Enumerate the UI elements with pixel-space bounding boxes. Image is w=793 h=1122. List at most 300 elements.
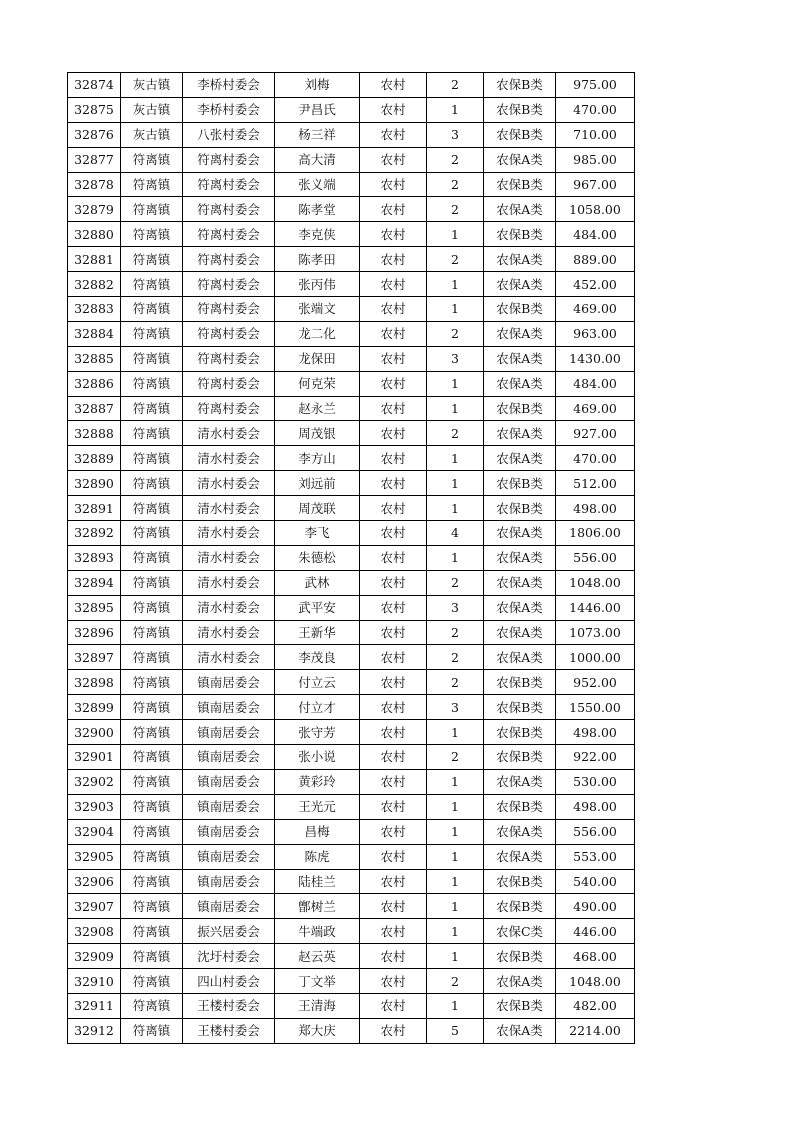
person-name-cell: 尹昌氏 (275, 97, 360, 122)
insurance-category-cell: 农保A类 (484, 819, 556, 844)
town-cell: 符离镇 (121, 1018, 183, 1043)
insurance-category-cell: 农保B类 (484, 720, 556, 745)
insurance-category-cell: 农保A类 (484, 371, 556, 396)
town-cell: 符离镇 (121, 297, 183, 322)
town-cell: 符离镇 (121, 645, 183, 670)
household-type-cell: 农村 (360, 172, 427, 197)
person-name-cell: 付立才 (275, 695, 360, 720)
table-row (68, 396, 635, 421)
town-cell: 符离镇 (121, 521, 183, 546)
table-row (68, 545, 635, 570)
person-name-cell: 牛端政 (275, 919, 360, 944)
village-committee-cell: 清水村委会 (183, 645, 275, 670)
record-id-cell: 32892 (68, 521, 121, 546)
table-row (68, 446, 635, 471)
town-cell: 符离镇 (121, 272, 183, 297)
town-cell: 符离镇 (121, 496, 183, 521)
member-count-cell: 1 (427, 371, 484, 396)
household-type-cell: 农村 (360, 272, 427, 297)
table-row (68, 471, 635, 496)
town-cell: 符离镇 (121, 346, 183, 371)
amount-cell: 1430.00 (556, 346, 635, 371)
member-count-cell: 1 (427, 944, 484, 969)
person-name-cell: 赵永兰 (275, 396, 360, 421)
table-row (68, 247, 635, 272)
insurance-category-cell: 农保A类 (484, 570, 556, 595)
household-type-cell: 农村 (360, 919, 427, 944)
person-name-cell: 王新华 (275, 620, 360, 645)
amount-cell: 484.00 (556, 371, 635, 396)
insurance-category-cell: 农保B类 (484, 396, 556, 421)
insurance-category-cell: 农保B类 (484, 670, 556, 695)
table-row (68, 97, 635, 122)
person-name-cell: 高大清 (275, 147, 360, 172)
household-type-cell: 农村 (360, 769, 427, 794)
record-id-cell: 32893 (68, 545, 121, 570)
member-count-cell: 2 (427, 745, 484, 770)
amount-cell: 540.00 (556, 869, 635, 894)
member-count-cell: 1 (427, 894, 484, 919)
village-committee-cell: 清水村委会 (183, 620, 275, 645)
village-committee-cell: 沈圩村委会 (183, 944, 275, 969)
amount-cell: 985.00 (556, 147, 635, 172)
table-row (68, 321, 635, 346)
household-type-cell: 农村 (360, 894, 427, 919)
person-name-cell: 李茂良 (275, 645, 360, 670)
household-type-cell: 农村 (360, 794, 427, 819)
table-row (68, 73, 635, 98)
household-type-cell: 农村 (360, 944, 427, 969)
household-type-cell: 农村 (360, 670, 427, 695)
person-name-cell: 李方山 (275, 446, 360, 471)
town-cell: 符离镇 (121, 819, 183, 844)
record-id-cell: 32880 (68, 222, 121, 247)
village-committee-cell: 四山村委会 (183, 969, 275, 994)
amount-cell: 468.00 (556, 944, 635, 969)
household-type-cell: 农村 (360, 321, 427, 346)
record-id-cell: 32882 (68, 272, 121, 297)
member-count-cell: 3 (427, 595, 484, 620)
member-count-cell: 1 (427, 794, 484, 819)
person-name-cell: 王光元 (275, 794, 360, 819)
insurance-category-cell: 农保A类 (484, 844, 556, 869)
town-cell: 符离镇 (121, 794, 183, 819)
member-count-cell: 2 (427, 570, 484, 595)
town-cell: 符离镇 (121, 944, 183, 969)
household-type-cell: 农村 (360, 421, 427, 446)
person-name-cell: 张端文 (275, 297, 360, 322)
record-id-cell: 32907 (68, 894, 121, 919)
member-count-cell: 2 (427, 247, 484, 272)
amount-cell: 1806.00 (556, 521, 635, 546)
town-cell: 符离镇 (121, 720, 183, 745)
person-name-cell: 龙保田 (275, 346, 360, 371)
table-row (68, 620, 635, 645)
amount-cell: 952.00 (556, 670, 635, 695)
town-cell: 符离镇 (121, 695, 183, 720)
person-name-cell: 陈虎 (275, 844, 360, 869)
table-body (68, 73, 635, 1044)
household-type-cell: 农村 (360, 993, 427, 1018)
amount-cell: 1000.00 (556, 645, 635, 670)
town-cell: 符离镇 (121, 769, 183, 794)
town-cell: 灰古镇 (121, 97, 183, 122)
table-row (68, 720, 635, 745)
amount-cell: 490.00 (556, 894, 635, 919)
village-committee-cell: 振兴居委会 (183, 919, 275, 944)
record-id-cell: 32905 (68, 844, 121, 869)
table-row (68, 172, 635, 197)
village-committee-cell: 符离村委会 (183, 297, 275, 322)
amount-cell: 553.00 (556, 844, 635, 869)
household-type-cell: 农村 (360, 645, 427, 670)
table-row (68, 670, 635, 695)
village-committee-cell: 清水村委会 (183, 496, 275, 521)
person-name-cell: 刘梅 (275, 73, 360, 98)
record-id-cell: 32881 (68, 247, 121, 272)
amount-cell: 498.00 (556, 794, 635, 819)
record-id-cell: 32902 (68, 769, 121, 794)
member-count-cell: 1 (427, 769, 484, 794)
amount-cell: 556.00 (556, 819, 635, 844)
amount-cell: 530.00 (556, 769, 635, 794)
household-type-cell: 农村 (360, 73, 427, 98)
member-count-cell: 3 (427, 346, 484, 371)
table-row (68, 371, 635, 396)
insurance-category-cell: 农保B类 (484, 172, 556, 197)
household-type-cell: 农村 (360, 695, 427, 720)
insurance-category-cell: 农保B类 (484, 297, 556, 322)
amount-cell: 922.00 (556, 745, 635, 770)
village-committee-cell: 清水村委会 (183, 471, 275, 496)
table-row (68, 969, 635, 994)
household-type-cell: 农村 (360, 545, 427, 570)
household-type-cell: 农村 (360, 570, 427, 595)
member-count-cell: 4 (427, 521, 484, 546)
insurance-category-cell: 农保A类 (484, 421, 556, 446)
amount-cell: 446.00 (556, 919, 635, 944)
insurance-category-cell: 农保B类 (484, 695, 556, 720)
amount-cell: 889.00 (556, 247, 635, 272)
member-count-cell: 2 (427, 670, 484, 695)
town-cell: 符离镇 (121, 545, 183, 570)
village-committee-cell: 镇南居委会 (183, 794, 275, 819)
member-count-cell: 2 (427, 421, 484, 446)
member-count-cell: 1 (427, 97, 484, 122)
insurance-category-cell: 农保A类 (484, 545, 556, 570)
village-committee-cell: 王楼村委会 (183, 993, 275, 1018)
member-count-cell: 1 (427, 222, 484, 247)
town-cell: 符离镇 (121, 570, 183, 595)
household-type-cell: 农村 (360, 197, 427, 222)
town-cell: 符离镇 (121, 446, 183, 471)
town-cell: 符离镇 (121, 197, 183, 222)
amount-cell: 556.00 (556, 545, 635, 570)
town-cell: 符离镇 (121, 745, 183, 770)
village-committee-cell: 清水村委会 (183, 421, 275, 446)
household-type-cell: 农村 (360, 396, 427, 421)
household-type-cell: 农村 (360, 869, 427, 894)
town-cell: 符离镇 (121, 869, 183, 894)
town-cell: 符离镇 (121, 670, 183, 695)
person-name-cell: 周茂联 (275, 496, 360, 521)
village-committee-cell: 李桥村委会 (183, 97, 275, 122)
village-committee-cell: 镇南居委会 (183, 769, 275, 794)
person-name-cell: 杨三祥 (275, 122, 360, 147)
insurance-category-cell: 农保B类 (484, 993, 556, 1018)
village-committee-cell: 清水村委会 (183, 521, 275, 546)
member-count-cell: 5 (427, 1018, 484, 1043)
village-committee-cell: 王楼村委会 (183, 1018, 275, 1043)
village-committee-cell: 符离村委会 (183, 272, 275, 297)
household-type-cell: 农村 (360, 247, 427, 272)
town-cell: 符离镇 (121, 222, 183, 247)
table-row (68, 297, 635, 322)
village-committee-cell: 清水村委会 (183, 446, 275, 471)
person-name-cell: 陈孝田 (275, 247, 360, 272)
village-committee-cell: 符离村委会 (183, 396, 275, 421)
amount-cell: 469.00 (556, 297, 635, 322)
record-id-cell: 32912 (68, 1018, 121, 1043)
record-id-cell: 32885 (68, 346, 121, 371)
insurance-category-cell: 农保A类 (484, 969, 556, 994)
table-row (68, 521, 635, 546)
town-cell: 符离镇 (121, 595, 183, 620)
insurance-category-cell: 农保C类 (484, 919, 556, 944)
insurance-category-cell: 农保B类 (484, 222, 556, 247)
person-name-cell: 周茂银 (275, 421, 360, 446)
person-name-cell: 陈孝堂 (275, 197, 360, 222)
member-count-cell: 1 (427, 396, 484, 421)
table-row (68, 496, 635, 521)
person-name-cell: 武平安 (275, 595, 360, 620)
household-type-cell: 农村 (360, 844, 427, 869)
amount-cell: 470.00 (556, 446, 635, 471)
record-id-cell: 32876 (68, 122, 121, 147)
person-name-cell: 赵云英 (275, 944, 360, 969)
table-row (68, 346, 635, 371)
person-name-cell: 何克荣 (275, 371, 360, 396)
amount-cell: 1073.00 (556, 620, 635, 645)
record-id-cell: 32888 (68, 421, 121, 446)
amount-cell: 2214.00 (556, 1018, 635, 1043)
member-count-cell: 1 (427, 720, 484, 745)
amount-cell: 498.00 (556, 496, 635, 521)
member-count-cell: 1 (427, 993, 484, 1018)
town-cell: 符离镇 (121, 993, 183, 1018)
village-committee-cell: 清水村委会 (183, 570, 275, 595)
village-committee-cell: 镇南居委会 (183, 844, 275, 869)
insurance-category-cell: 农保A类 (484, 1018, 556, 1043)
amount-cell: 1550.00 (556, 695, 635, 720)
table-row (68, 222, 635, 247)
record-id-cell: 32895 (68, 595, 121, 620)
table-row (68, 894, 635, 919)
amount-cell: 1048.00 (556, 570, 635, 595)
member-count-cell: 1 (427, 471, 484, 496)
household-type-cell: 农村 (360, 371, 427, 396)
insurance-category-cell: 农保A类 (484, 769, 556, 794)
person-name-cell: 丁文举 (275, 969, 360, 994)
person-name-cell: 黄彩玲 (275, 769, 360, 794)
amount-cell: 452.00 (556, 272, 635, 297)
record-id-cell: 32894 (68, 570, 121, 595)
table-row (68, 993, 635, 1018)
insurance-category-cell: 农保A类 (484, 247, 556, 272)
person-name-cell: 王清海 (275, 993, 360, 1018)
household-type-cell: 农村 (360, 1018, 427, 1043)
village-committee-cell: 符离村委会 (183, 321, 275, 346)
table-row (68, 1018, 635, 1043)
table-row (68, 595, 635, 620)
table-row (68, 197, 635, 222)
person-name-cell: 付立云 (275, 670, 360, 695)
record-id-cell: 32901 (68, 745, 121, 770)
insurance-category-cell: 农保B类 (484, 471, 556, 496)
town-cell: 符离镇 (121, 919, 183, 944)
member-count-cell: 2 (427, 147, 484, 172)
amount-cell: 1058.00 (556, 197, 635, 222)
household-type-cell: 农村 (360, 595, 427, 620)
insurance-category-cell: 农保A类 (484, 645, 556, 670)
village-committee-cell: 符离村委会 (183, 197, 275, 222)
household-type-cell: 农村 (360, 222, 427, 247)
village-committee-cell: 镇南居委会 (183, 869, 275, 894)
insurance-category-cell: 农保B类 (484, 944, 556, 969)
record-id-cell: 32909 (68, 944, 121, 969)
record-id-cell: 32886 (68, 371, 121, 396)
member-count-cell: 1 (427, 869, 484, 894)
member-count-cell: 2 (427, 73, 484, 98)
record-id-cell: 32910 (68, 969, 121, 994)
insurance-category-cell: 农保B类 (484, 894, 556, 919)
town-cell: 符离镇 (121, 969, 183, 994)
record-id-cell: 32891 (68, 496, 121, 521)
record-id-cell: 32879 (68, 197, 121, 222)
town-cell: 符离镇 (121, 471, 183, 496)
member-count-cell: 2 (427, 645, 484, 670)
village-committee-cell: 镇南居委会 (183, 720, 275, 745)
village-committee-cell: 八张村委会 (183, 122, 275, 147)
amount-cell: 967.00 (556, 172, 635, 197)
record-id-cell: 32906 (68, 869, 121, 894)
amount-cell: 1446.00 (556, 595, 635, 620)
member-count-cell: 2 (427, 172, 484, 197)
data-table-container (67, 72, 635, 1044)
person-name-cell: 张守芳 (275, 720, 360, 745)
record-id-cell: 32897 (68, 645, 121, 670)
person-name-cell: 陆桂兰 (275, 869, 360, 894)
household-type-cell: 农村 (360, 521, 427, 546)
village-committee-cell: 符离村委会 (183, 147, 275, 172)
table-row (68, 869, 635, 894)
village-committee-cell: 符离村委会 (183, 371, 275, 396)
insurance-category-cell: 农保A类 (484, 197, 556, 222)
town-cell: 符离镇 (121, 172, 183, 197)
household-type-cell: 农村 (360, 122, 427, 147)
table-row (68, 844, 635, 869)
record-id-cell: 32903 (68, 794, 121, 819)
household-type-cell: 农村 (360, 620, 427, 645)
person-name-cell: 张丙伟 (275, 272, 360, 297)
village-committee-cell: 符离村委会 (183, 346, 275, 371)
household-type-cell: 农村 (360, 819, 427, 844)
insurance-category-cell: 农保B类 (484, 73, 556, 98)
insurance-category-cell: 农保A类 (484, 446, 556, 471)
town-cell: 符离镇 (121, 147, 183, 172)
village-committee-cell: 符离村委会 (183, 172, 275, 197)
member-count-cell: 1 (427, 545, 484, 570)
insurance-category-cell: 农保A类 (484, 595, 556, 620)
person-name-cell: 朱德松 (275, 545, 360, 570)
town-cell: 灰古镇 (121, 73, 183, 98)
member-count-cell: 1 (427, 496, 484, 521)
member-count-cell: 1 (427, 446, 484, 471)
household-type-cell: 农村 (360, 720, 427, 745)
insurance-category-cell: 农保A类 (484, 147, 556, 172)
member-count-cell: 2 (427, 197, 484, 222)
record-id-cell: 32890 (68, 471, 121, 496)
insurance-category-cell: 农保A类 (484, 620, 556, 645)
record-id-cell: 32887 (68, 396, 121, 421)
town-cell: 符离镇 (121, 894, 183, 919)
amount-cell: 482.00 (556, 993, 635, 1018)
village-committee-cell: 镇南居委会 (183, 745, 275, 770)
table-row (68, 421, 635, 446)
household-type-cell: 农村 (360, 496, 427, 521)
record-id-cell: 32889 (68, 446, 121, 471)
insurance-category-cell: 农保A类 (484, 521, 556, 546)
record-id-cell: 32911 (68, 993, 121, 1018)
record-id-cell: 32900 (68, 720, 121, 745)
town-cell: 灰古镇 (121, 122, 183, 147)
member-count-cell: 2 (427, 620, 484, 645)
amount-cell: 975.00 (556, 73, 635, 98)
town-cell: 符离镇 (121, 321, 183, 346)
record-id-cell: 32884 (68, 321, 121, 346)
table-row (68, 570, 635, 595)
insurance-category-cell: 农保A类 (484, 321, 556, 346)
table-row (68, 147, 635, 172)
insurance-category-cell: 农保B类 (484, 97, 556, 122)
member-count-cell: 3 (427, 122, 484, 147)
village-committee-cell: 镇南居委会 (183, 819, 275, 844)
village-committee-cell: 符离村委会 (183, 222, 275, 247)
member-count-cell: 1 (427, 844, 484, 869)
table-row (68, 769, 635, 794)
insurance-category-cell: 农保B类 (484, 122, 556, 147)
amount-cell: 484.00 (556, 222, 635, 247)
household-type-cell: 农村 (360, 745, 427, 770)
record-id-cell: 32904 (68, 819, 121, 844)
village-committee-cell: 镇南居委会 (183, 894, 275, 919)
person-name-cell: 刘远前 (275, 471, 360, 496)
amount-cell: 498.00 (556, 720, 635, 745)
village-committee-cell: 李桥村委会 (183, 73, 275, 98)
village-committee-cell: 镇南居委会 (183, 695, 275, 720)
table-row (68, 645, 635, 670)
table-row (68, 695, 635, 720)
amount-cell: 963.00 (556, 321, 635, 346)
record-id-cell: 32908 (68, 919, 121, 944)
household-type-cell: 农村 (360, 446, 427, 471)
household-type-cell: 农村 (360, 346, 427, 371)
member-count-cell: 2 (427, 969, 484, 994)
household-type-cell: 农村 (360, 969, 427, 994)
record-id-cell: 32877 (68, 147, 121, 172)
record-id-cell: 32875 (68, 97, 121, 122)
insurance-category-cell: 农保B类 (484, 745, 556, 770)
